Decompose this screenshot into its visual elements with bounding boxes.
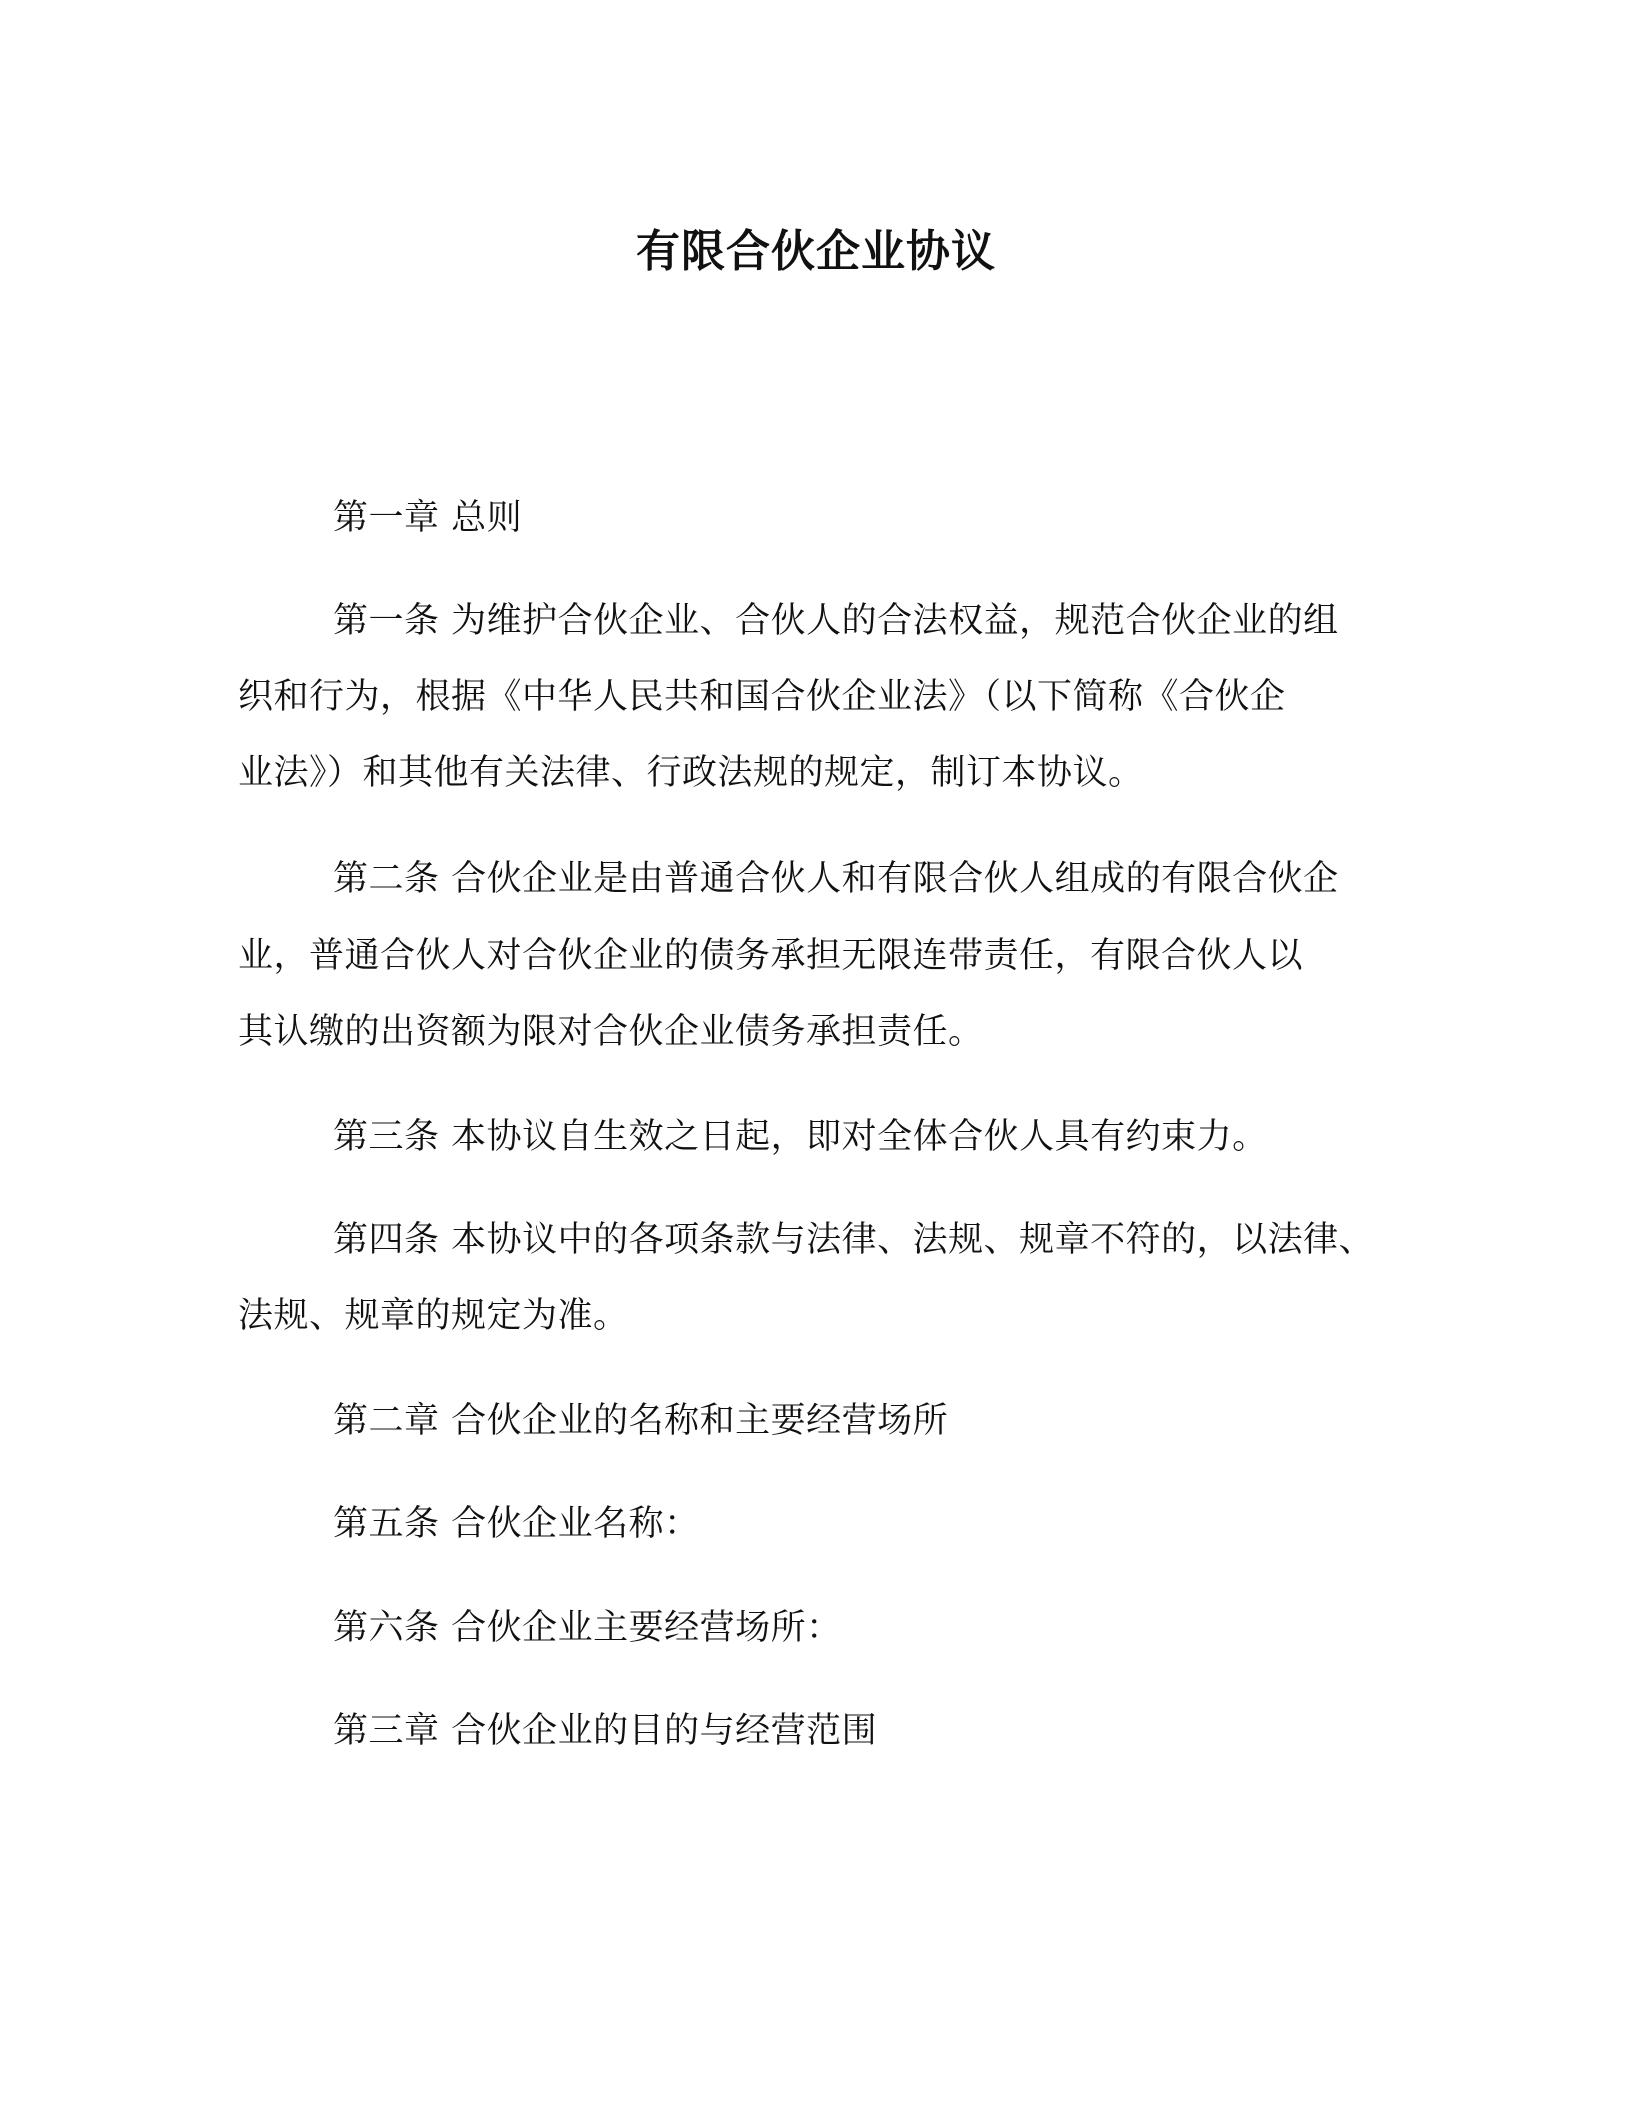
article-4-line-1: 第四条 本协议中的各项条款与法律、法规、规章不符的，以法律、: [333, 1220, 1375, 1260]
chapter-2-heading: 第二章 合伙企业的名称和主要经营场所: [333, 1401, 949, 1441]
article-4-line-2: 法规、规章的规定为准。: [238, 1296, 629, 1336]
document-title: 有限合伙企业协议: [636, 226, 996, 277]
article-2-line-1: 第二条 合伙企业是由普通合伙人和有限合伙人组成的有限合伙企: [333, 859, 1339, 899]
article-5-line-1: 第五条 合伙企业名称：: [333, 1504, 700, 1544]
article-2-line-2: 业，普通合伙人对合伙企业的债务承担无限连带责任，有限合伙人以: [238, 936, 1304, 976]
article-1-line-1: 第一条 为维护合伙企业、合伙人的合法权益，规范合伙企业的组: [333, 601, 1339, 641]
article-1-line-3: 业法》）和其他有关法律、行政法规的规定，制订本协议。: [238, 753, 1144, 793]
article-2-line-3: 其认缴的出资额为限对合伙企业债务承担责任。: [238, 1012, 984, 1052]
chapter-1-heading: 第一章 总则: [333, 498, 523, 538]
chapter-3-heading: 第三章 合伙企业的目的与经营范围: [333, 1711, 878, 1751]
article-3-line-1: 第三条 本协议自生效之日起，即对全体合伙人具有约束力。: [333, 1117, 1268, 1157]
article-1-line-2: 织和行为，根据《中华人民共和国合伙企业法》（以下简称《合伙企: [238, 677, 1286, 717]
article-6-line-1: 第六条 合伙企业主要经营场所：: [333, 1608, 842, 1648]
